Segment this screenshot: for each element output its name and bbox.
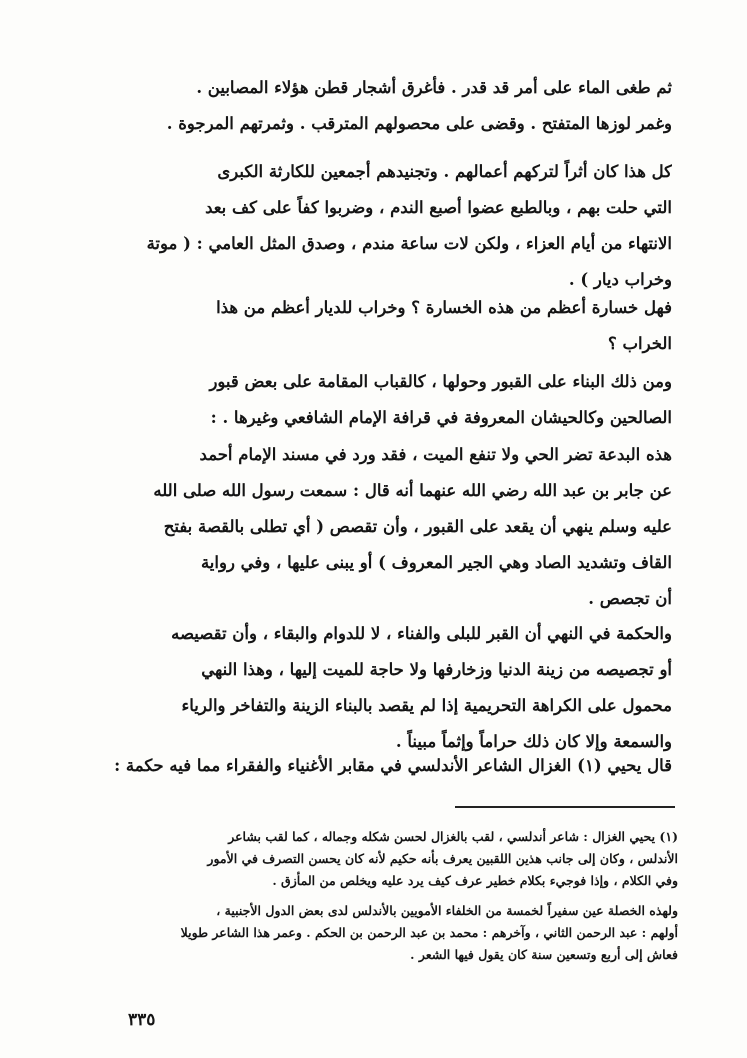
footnote-1 [118, 826, 678, 892]
text-line: فهل خسارة أعظم من هذه الخسارة ؟ وخراب للديار أعظم من هذا [216, 298, 672, 317]
text-line: محمول على الكراهة التحريمية إذا لم يقصد بالبناء الزينة والتفاخر والرياء [181, 696, 672, 715]
paragraph-consequences [112, 154, 672, 298]
paragraph-flood [112, 70, 672, 142]
text-line: الصالحين وكالحيشان المعروفة في قرافة الإمام الشافعي وغيرها . : [210, 408, 672, 427]
footnote-line: الأندلس ، وكان إلى جانب هذين اللقبين يعرف بأنه حكيم لأنه كان يحسن التصرف في الأمور [207, 851, 678, 866]
footnote-line: وفي الكلام ، وإذا فوجيء بكلام خطير عرف كيف يرد عليه ويخلص من المأزق . [272, 873, 678, 888]
text-line: هذه البدعة تضر الحي ولا تنفع الميت ، فقد ورد في مسند الإمام أحمد [199, 445, 672, 464]
text-line: ثم طغى الماء على أمر قد قدر . فأغرق أشجار قطن هؤلاء المصابين . [196, 78, 672, 97]
footnote-1-continued [118, 900, 678, 966]
text-line: قال يحيي (١) الغزال الشاعر الأندلسي في مقابر الأغنياء والفقراء مما فيه حكمة : [114, 756, 672, 775]
text-line: والحكمة في النهي أن القبر للبلى والفناء ، لا للدوام والبقاء ، وأن تقصيصه [171, 624, 672, 643]
text-line: عليه وسلم ينهي أن يقعد على القبور ، وأن تقصص ( أي تطلى بالقصة بفتح [163, 517, 672, 536]
text-line: التي حلت بهم ، وبالطبع عضوا أصبع الندم ، وضربوا كفاً على كف بعد [205, 198, 672, 217]
footnote-line: (١) يحيي الغزال : شاعر أندلسي ، لقب بالغزال لحسن شكله وجماله ، كما لقب بشاعر [228, 829, 678, 844]
text-line: وغمر لوزها المتفتح . وقضى على محصولهم المترقب . وثمرتهم المرجوة . [166, 114, 672, 133]
text-line: أو تجصيصه من زينة الدنيا وزخارفها ولا حاجة للميت إليها ، وهذا النهي [201, 660, 672, 679]
text-line: وخراب ديار ) . [568, 270, 672, 289]
footnote-line: فعاش إلى أربع وتسعين سنة كان يقول فيها الشعر . [410, 947, 678, 962]
footnotes [118, 826, 678, 966]
text-line: ومن ذلك البناء على القبور وحولها ، كالقباب المقامة على بعض قبور [209, 372, 672, 391]
text-line: الخراب ؟ [608, 334, 672, 353]
footnote-line: ولهذه الخصلة عين سفيراً لخمسة من الخلفاء الأمويين بالأندلس لدى بعض الدول الأجنبية ، [216, 903, 678, 918]
paragraph-poet-quote [112, 748, 672, 784]
footnote-line: أولهم : عبد الرحمن الثاني ، وآخرهم : محمد بن عبد الرحمن بن الحكم . وعمر هذا الشاعر طويلا [180, 925, 678, 940]
text-line: والسمعة وإلا كان ذلك حراماً وإثماً مبيناً . [395, 732, 672, 751]
page-number: ٣٣٥ [128, 1010, 156, 1030]
text-line: القاف وتشديد الصاد وهي الجير المعروف ) أو يبنى عليها ، وفي رواية [200, 553, 672, 572]
text-line: عن جابر بن عبد الله رضي الله عنهما أنه قال : سمعت رسول الله صلى الله [153, 481, 672, 500]
text-line: الانتهاء من أيام العزاء ، ولكن لات ساعة مندم ، وصدق المثل العامي : ( موتة [146, 234, 672, 253]
footnote-divider [455, 806, 675, 808]
text-line: كل هذا كان أثراً لتركهم أعمالهم . وتجنيدهم أجمعين للكارثة الكبرى [217, 162, 672, 181]
paragraph-loss [112, 290, 672, 362]
paragraph-hadith [112, 437, 672, 617]
paragraph-building-on-graves [112, 364, 672, 436]
text-line: أن تجصص . [588, 589, 672, 608]
paragraph-wisdom [112, 616, 672, 760]
